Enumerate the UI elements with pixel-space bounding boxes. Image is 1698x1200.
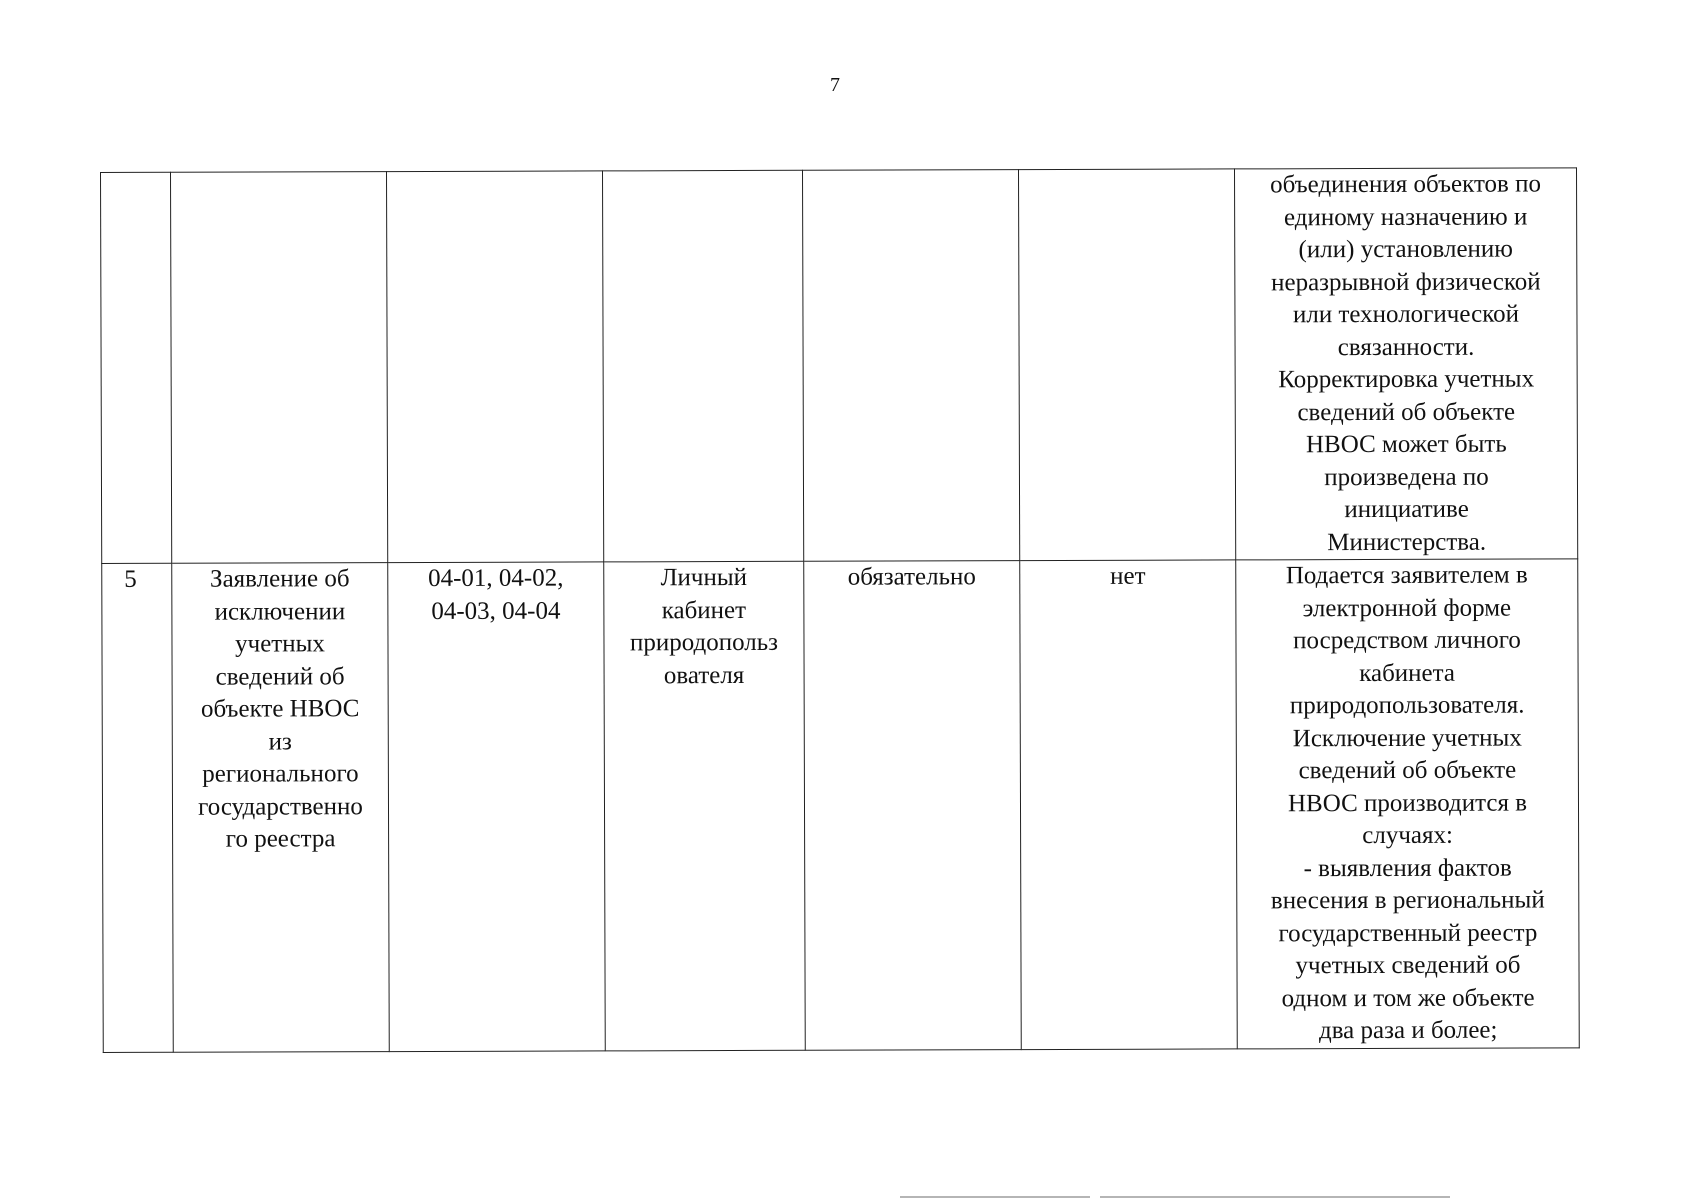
registry-table	[100, 167, 1580, 1053]
cell-channel	[602, 170, 803, 562]
cell-note: Подается заявителем в электронной форме посредством личного кабинета природопользователя. Исключение учетных сведений об объекте НВОС производится в случаях: - выявления фактов внесения в региональный государственный реестр учетных сведений об одном и том же объекте два раза и более;	[1236, 559, 1580, 1049]
cell-codes: 04-01, 04-02, 04-03, 04-04	[388, 562, 606, 1052]
cell-number	[101, 172, 172, 563]
cell-fee: нет	[1020, 560, 1238, 1050]
table-row	[102, 559, 1580, 1053]
cell-required	[802, 170, 1019, 562]
cell-codes	[387, 171, 604, 563]
cell-note: объединения объектов по единому назначению и (или) установлению неразрывной физической или технологической связанности. Корректировка учетных сведений об объекте НВОС может быть произведена по инициативе Министерства.	[1234, 168, 1577, 560]
cell-fee	[1018, 169, 1235, 561]
page-number: 7	[830, 74, 840, 96]
cell-number: 5	[102, 563, 174, 1052]
scan-artifact	[1100, 1196, 1450, 1198]
scan-artifact	[900, 1196, 1090, 1198]
cell-document-name	[171, 172, 388, 564]
cell-required: обязательно	[804, 561, 1022, 1051]
table-row-continuation	[101, 168, 1578, 564]
cell-document-name: Заявление об исключении учетных сведений об объекте НВОС из регионального государственно го реестра	[172, 563, 390, 1053]
cell-channel: Личный кабинет природопольз ователя	[604, 561, 806, 1051]
